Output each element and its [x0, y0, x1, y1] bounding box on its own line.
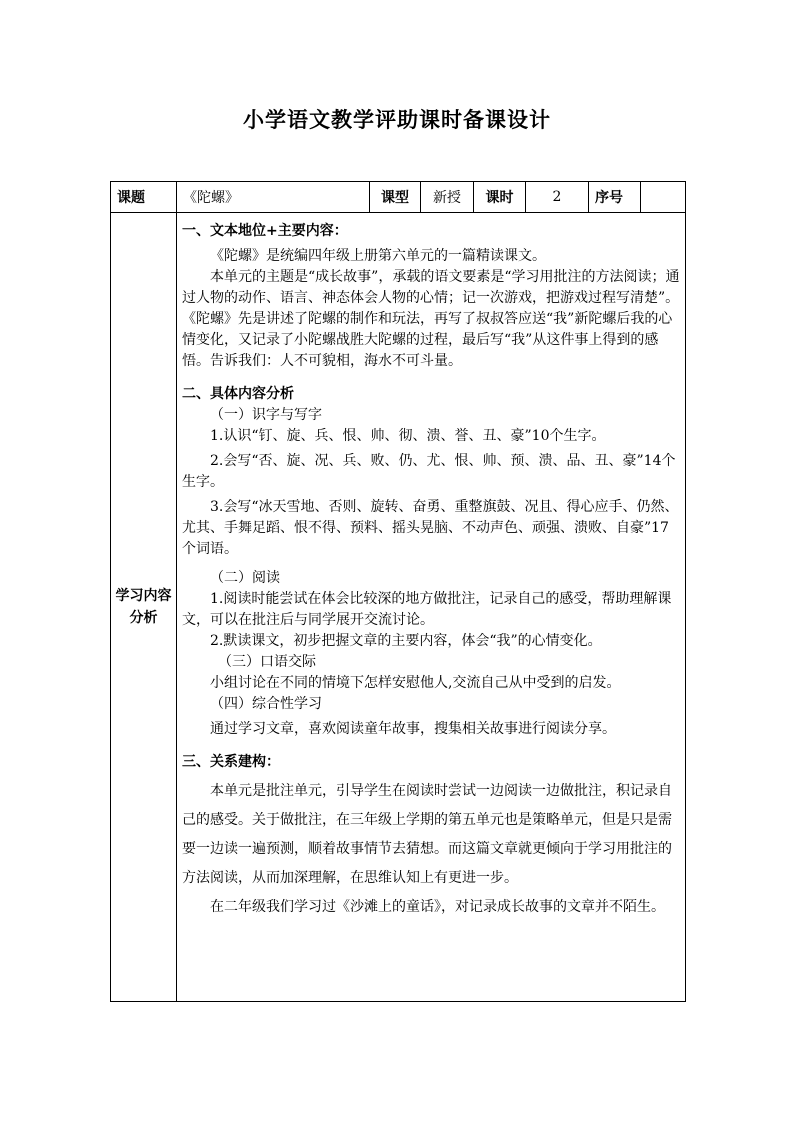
seq-label: 序号	[589, 182, 641, 213]
section-1-paragraph-1: 《陀螺》是统编四年级上册第六单元的一篇精读课文。	[210, 248, 546, 264]
learning-content-label: 学习内容分析	[111, 213, 177, 1002]
topic-value: 《陀螺》	[177, 182, 370, 213]
section-2-reading-2: 2.默读课文，初步把握文章的主要内容，体会“我”的心情变化。	[210, 633, 602, 649]
section-2-sub-4: （四）综合性学习	[210, 696, 322, 712]
section-2-sub-1: （一）识字与写字	[210, 407, 322, 423]
section-2-sub-2: （二）阅读	[210, 570, 280, 586]
lesson-plan-table	[110, 181, 686, 1002]
section-1-paragraph-2: 本单元的主题是“成长故事”，承载的语文要素是“学习用批注的方法阅读；通过人物的动作、语言、神态体会人物的心情；记一次游戏，把游戏过程写清楚”。《陀螺》先是讲述了陀螺的制作和玩法，再写了叔叔答应送“我”新陀螺后我的心情变化，又记录了小陀螺战胜大陀螺的过程，最后写“我”从这件事上得到的感悟。告诉我们：人不可貌相，海水不可斗量。	[182, 269, 680, 369]
section-2-oral-1: 小组讨论在不同的情境下怎样安慰他人,交流自己从中受到的启发。	[210, 675, 621, 691]
content-row	[111, 213, 686, 1002]
section-3-paragraph-1: 本单元是批注单元，引导学生在阅读时尝试一边阅读一边做批注，积记录自己的感受。关于做批注，在三年级上学期的第五单元也是策略单元，但是只是需要一边读一遍预测，顺着故事情节去猜想。而这篇文章就更倾向于学习用批注的方法阅读，从而加深理解，在思维认知上有更进一步。	[182, 783, 672, 886]
seq-value	[641, 182, 686, 213]
section-2-reading-1: 1.阅读时能尝试在体会比较深的地方做批注，记录自己的感受，帮助理解课文，可以在批注后与同学展开交流讨论。	[182, 591, 672, 628]
section-2-comprehensive-1: 通过学习文章，喜欢阅读童年故事，搜集相关故事进行阅读分享。	[210, 721, 616, 737]
section-3-heading: 三、关系建构：	[182, 754, 280, 770]
type-label: 课型	[370, 182, 421, 213]
section-2-heading: 二、具体内容分析	[182, 386, 294, 402]
section-2-item-1: 1.认识“钉、旋、兵、恨、帅、彻、溃、誉、丑、豪”10个生字。	[210, 428, 606, 444]
learning-content-cell	[177, 213, 686, 1002]
section-1-heading: 一、文本地位+主要内容：	[182, 223, 348, 239]
section-2-item-3: 3.会写“冰天雪地、否则、旋转、奋勇、重整旗鼓、况且、得心应手、仍然、尤其、手舞足蹈、恨不得、预料、摇头晃脑、不动声色、顽强、溃败、自豪”17个词语。	[182, 499, 679, 557]
hours-label: 课时	[474, 182, 526, 213]
hours-value: 2	[526, 182, 589, 213]
section-2-sub-3: （三）口语交际	[218, 654, 316, 670]
topic-label: 课题	[111, 182, 177, 213]
section-2-item-2: 2.会写“否、旋、况、兵、败、仍、尤、恨、帅、预、溃、品、丑、豪”14个生字。	[182, 453, 676, 490]
document-title: 小学语文教学评助课时备课设计	[243, 107, 551, 132]
section-3-paragraph-2: 在二年级我们学习过《沙滩上的童话》，对记录成长故事的文章并不陌生。	[210, 899, 665, 915]
header-row	[111, 182, 686, 213]
type-value: 新授	[421, 182, 474, 213]
